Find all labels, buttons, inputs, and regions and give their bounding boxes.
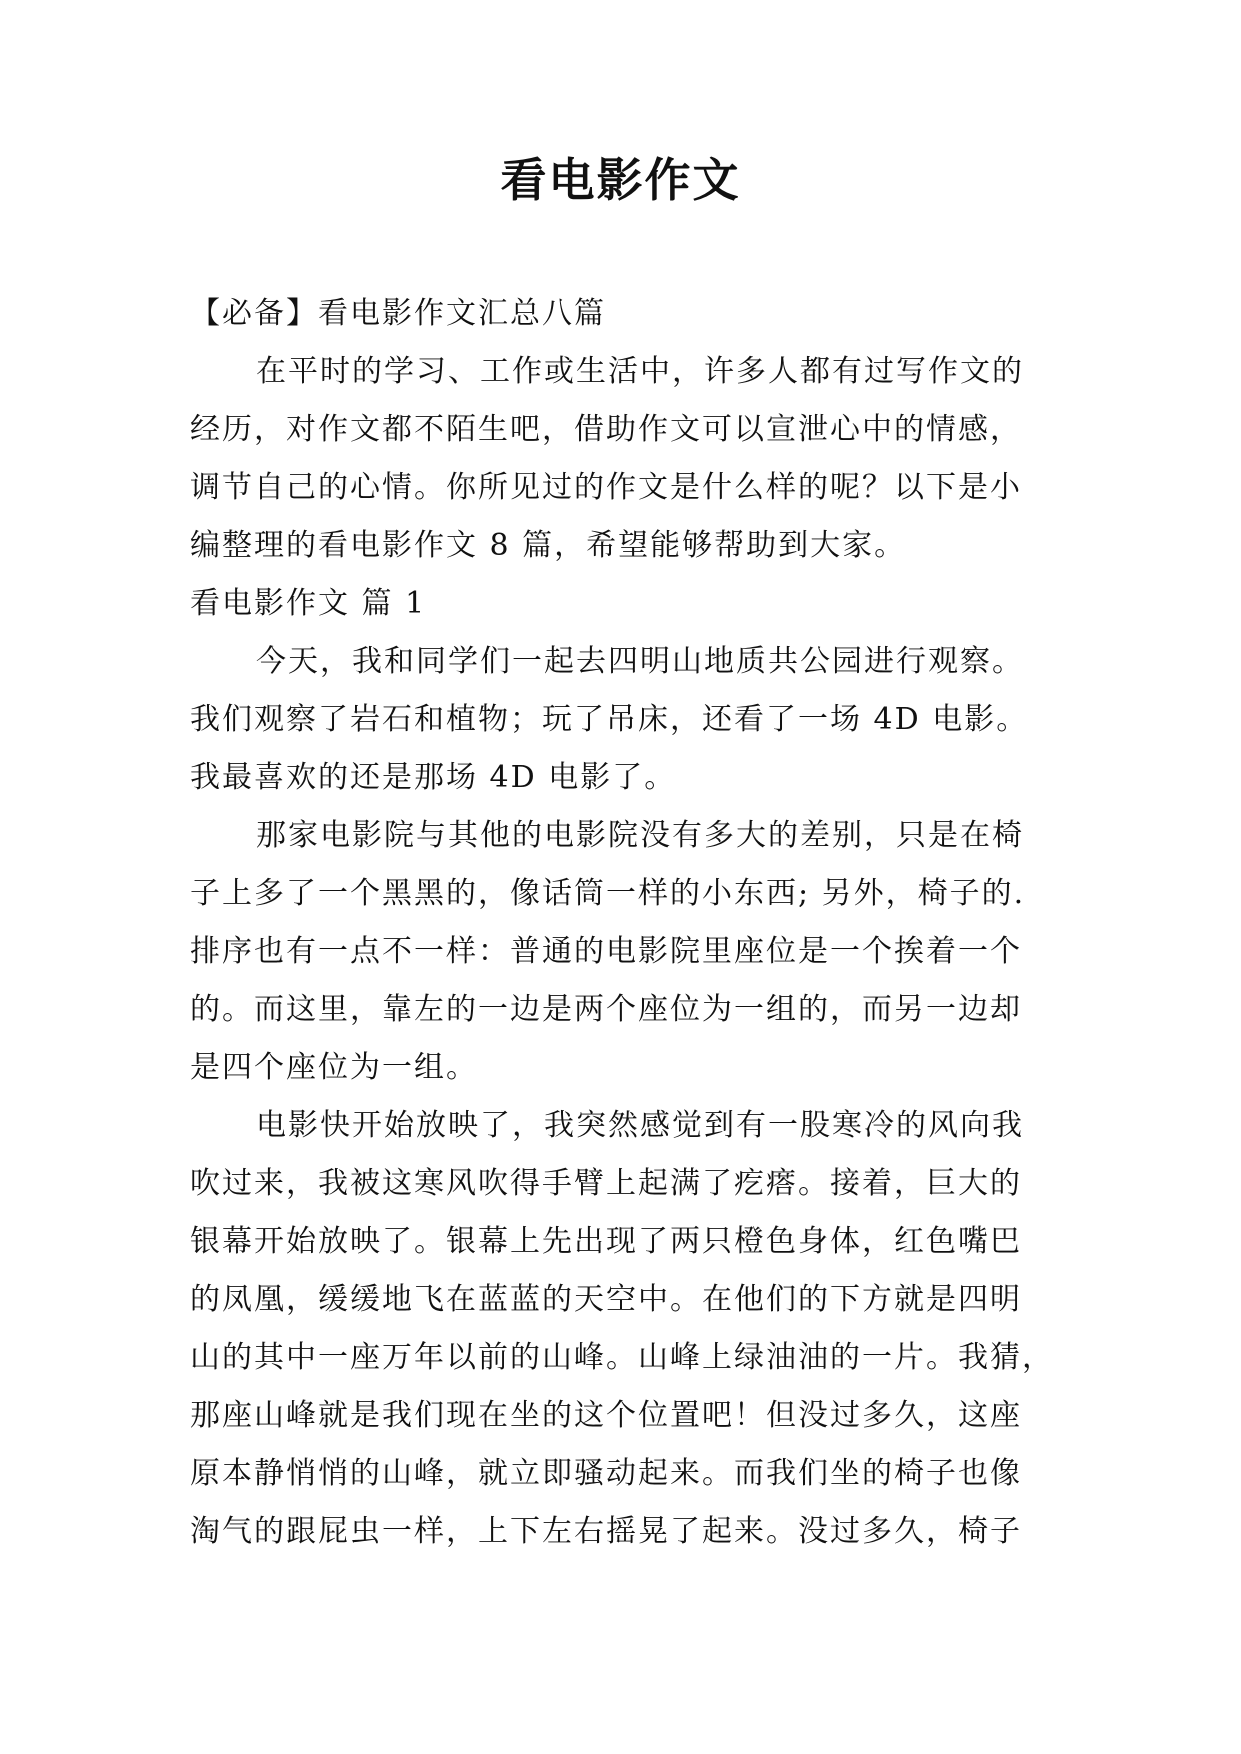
text-line: 今天，我和同学们一起去四明山地质共公园进行观察。 bbox=[256, 644, 1024, 679]
text-line: 淘气的跟屁虫一样，上下左右摇晃了起来。没过多久，椅子 bbox=[190, 1514, 1022, 1549]
text-line: 山的其中一座万年以前的山峰。山峰上绿油油的一片。我猜， bbox=[190, 1340, 1054, 1375]
text-line: 调节自己的心情。你所见过的作文是什么样的呢？以下是小 bbox=[190, 470, 1022, 505]
text-line: 那家电影院与其他的电影院没有多大的差别，只是在椅 bbox=[256, 818, 1024, 853]
text-line: 电影快开始放映了，我突然感觉到有一股寒冷的风向我 bbox=[256, 1108, 1024, 1143]
text-line: 编整理的看电影作文 8 篇，希望能够帮助到大家。 bbox=[190, 528, 907, 563]
text-line: 银幕开始放映了。银幕上先出现了两只橙色身体，红色嘴巴 bbox=[190, 1224, 1022, 1259]
text-line: 吹过来，我被这寒风吹得手臂上起满了疙瘩。接着，巨大的 bbox=[190, 1166, 1022, 1201]
text-line: 【必备】看电影作文汇总八篇 bbox=[190, 296, 606, 331]
text-line: 的。而这里，靠左的一边是两个座位为一组的，而另一边却 bbox=[190, 992, 1022, 1027]
text-line: 排序也有一点不一样：普通的电影院里座位是一个挨着一个 bbox=[190, 934, 1022, 969]
text-line: 经历，对作文都不陌生吧，借助作文可以宣泄心中的情感， bbox=[190, 412, 1022, 447]
document-title: 看电影作文 bbox=[500, 153, 741, 207]
text-line: 原本静悄悄的山峰，就立即骚动起来。而我们坐的椅子也像 bbox=[190, 1456, 1022, 1491]
text-line: 的凤凰，缓缓地飞在蓝蓝的天空中。在他们的下方就是四明 bbox=[190, 1282, 1022, 1317]
text-line: 我们观察了岩石和植物；玩了吊床，还看了一场 4D 电影。 bbox=[190, 702, 1029, 737]
text-line: 子上多了一个黑黑的，像话筒一样的小东西; 另外，椅子的. bbox=[190, 876, 1026, 911]
document-body bbox=[190, 285, 1065, 1561]
text-line: 在平时的学习、工作或生活中，许多人都有过写作文的 bbox=[256, 354, 1024, 389]
text-line: 看电影作文 篇 1 bbox=[190, 586, 427, 621]
text-line: 是四个座位为一组。 bbox=[190, 1050, 478, 1085]
text-line: 那座山峰就是我们现在坐的这个位置吧！但没过多久，这座 bbox=[190, 1398, 1022, 1433]
text-line: 我最喜欢的还是那场 4D 电影了。 bbox=[190, 760, 677, 795]
